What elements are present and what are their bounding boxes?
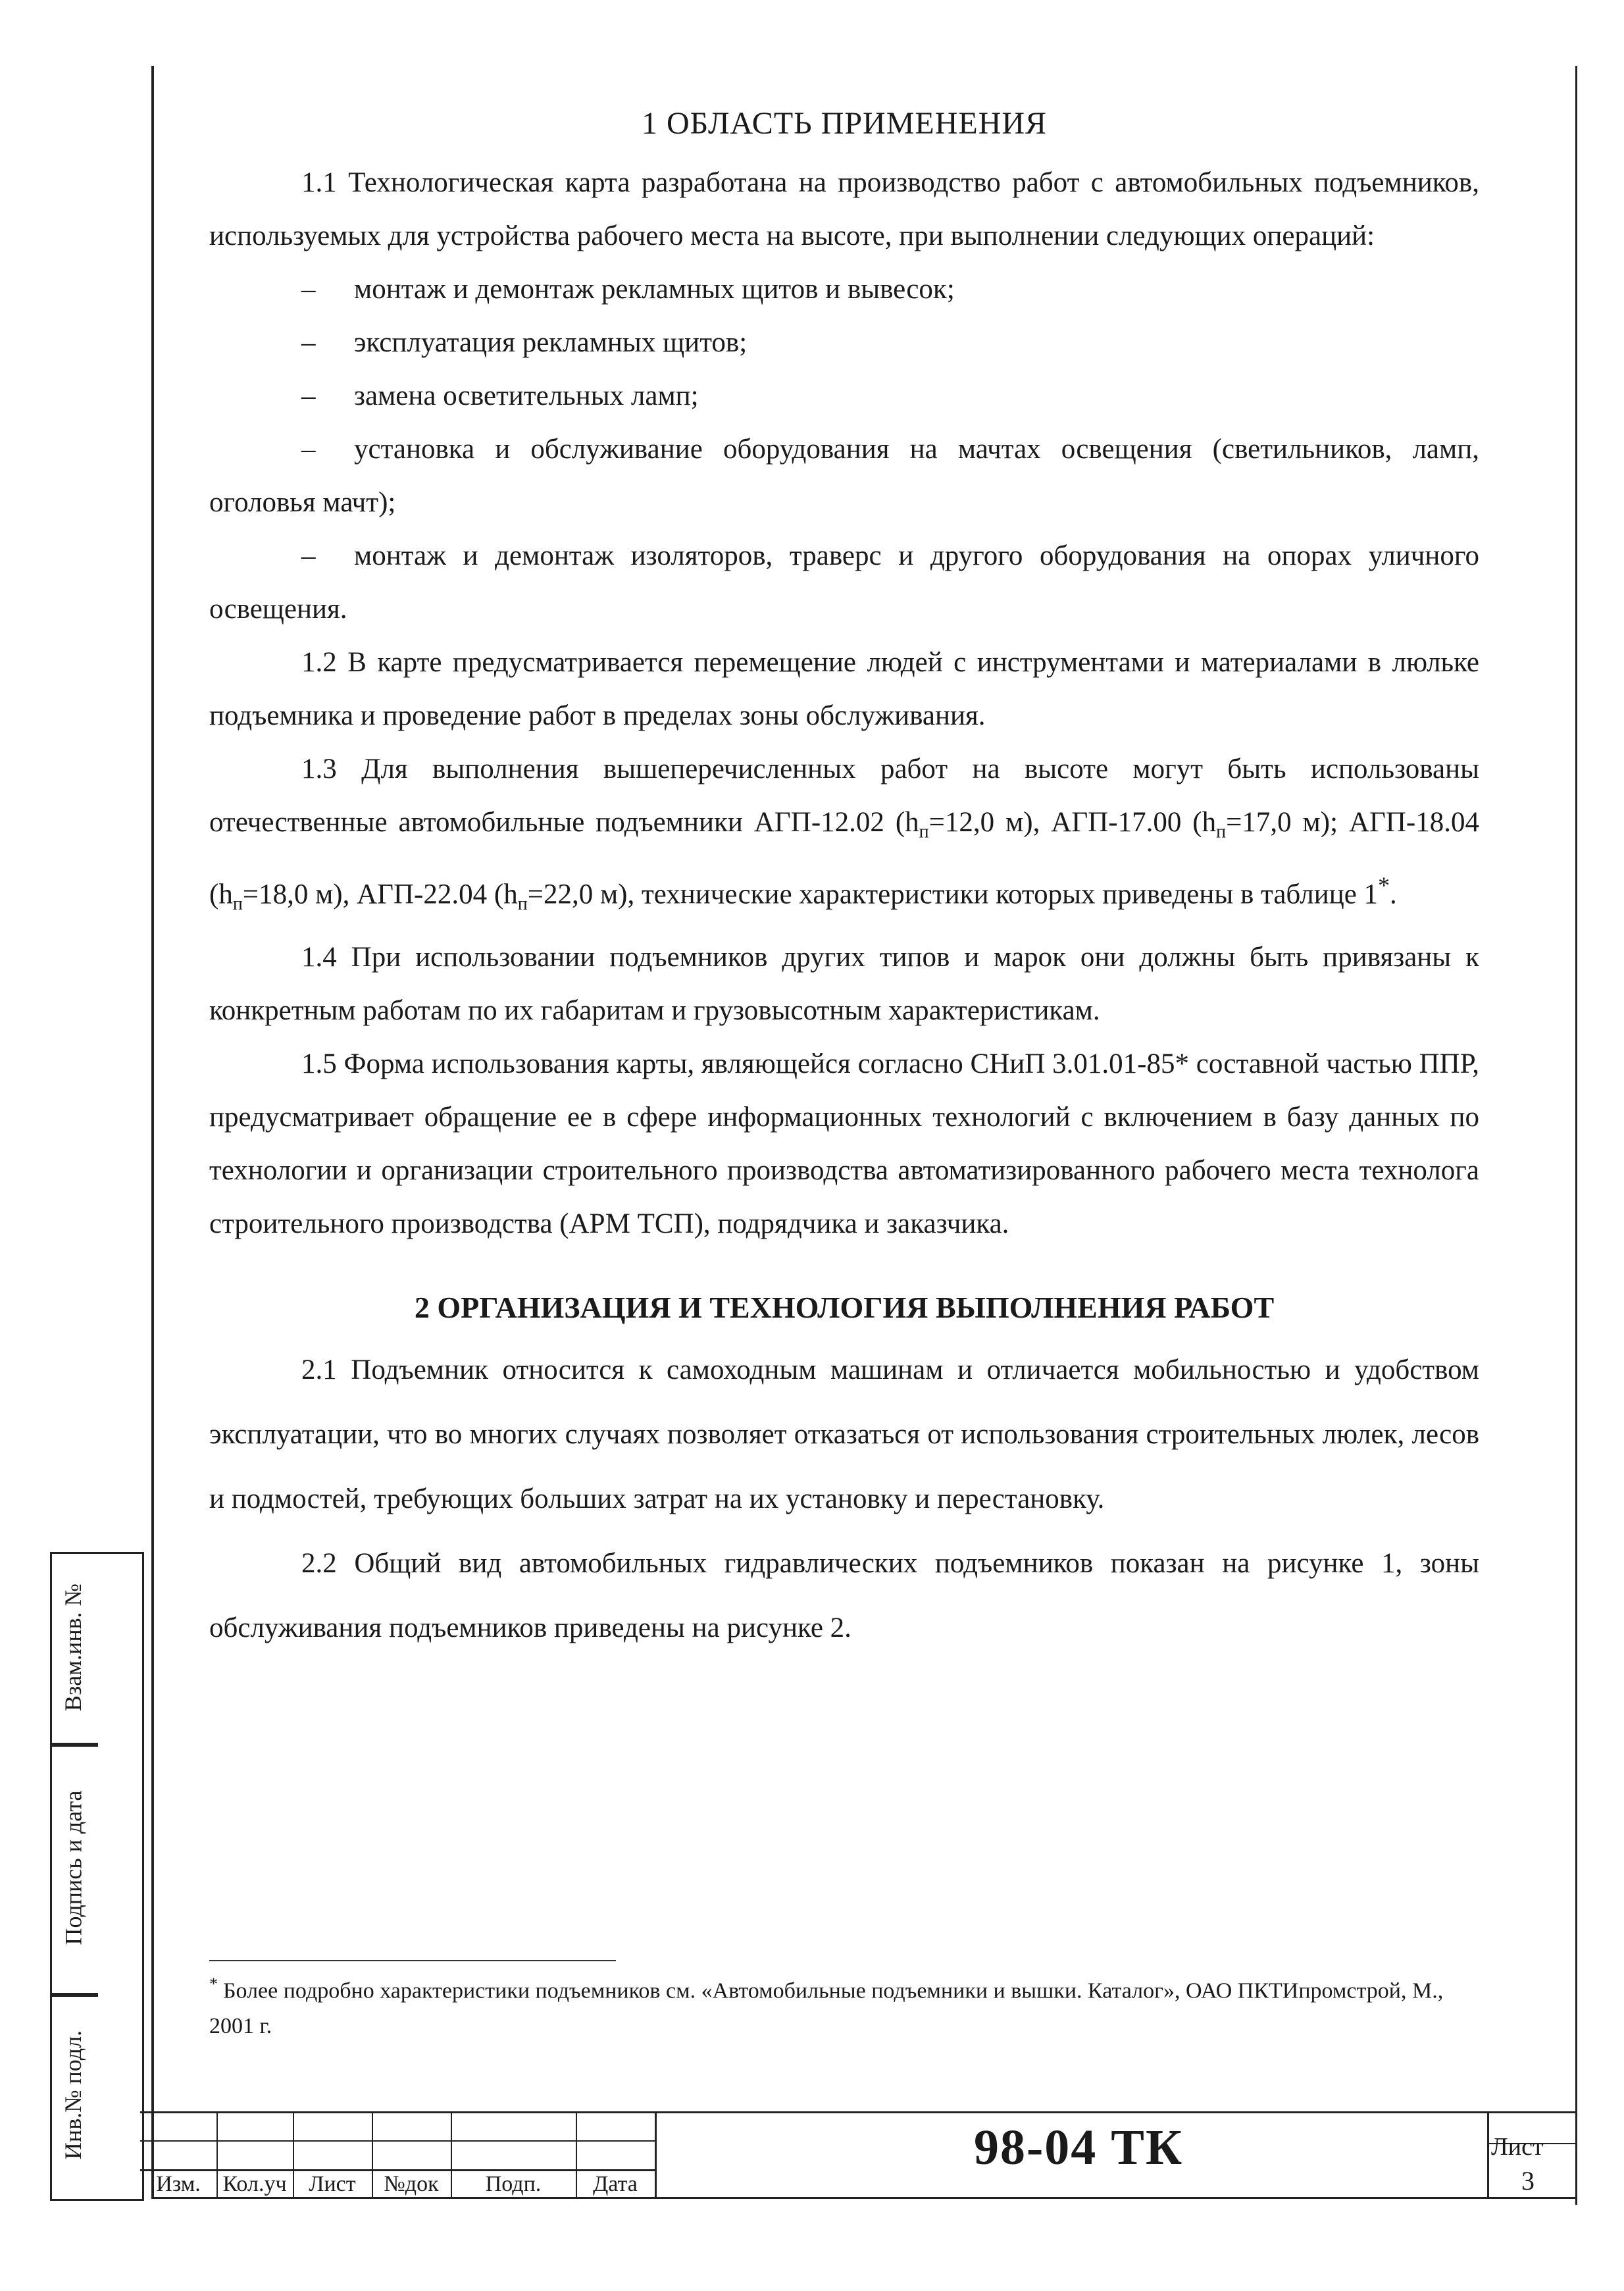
paragraph-1-3: 1.3 Для выполнения вышеперечисленных работ на высоте могут быть использованы отечественные автомобильные подъемники АГП-12.02 ($h_п=12,0$ м), АГП-17.00 ($h_п=17,0$ м); АГП-18.04 ($h_п=18,0$ м), АГП-22.04 ($h_п=22,0$ м), технические характеристики которых приведены в таблице 1*. [209, 754, 1479, 914]
section-2-heading: 2 ОРГАНИЗАЦИЯ И ТЕХНОЛОГИЯ ВЫПОЛНЕНИЯ РАБОТ [414, 1290, 1275, 1324]
frame-left-border [151, 66, 154, 2198]
title-block [140, 2111, 1577, 2199]
document-body [209, 105, 1479, 1660]
sheet-number: 3 [1521, 2166, 1535, 2196]
sheet-label: Лист [1491, 2133, 1544, 2161]
side-label-inv: Инв.№ подл. [60, 2030, 86, 2160]
bullet-item: – монтаж и демонтаж рекламных щитов и вывесок; [301, 274, 955, 305]
document-code: 98-04 ТК [974, 2120, 1184, 2175]
paragraph-1-1: 1.1 Технологическая карта разработана на производство работ с автомобильных подъемников, используемых для устройства рабочего места на высоте, при выполнении следующих операций: [209, 167, 1479, 251]
footnote-separator [209, 1960, 616, 1961]
tb-col-list: Лист [309, 2172, 356, 2196]
bullet-item: – замена осветительных ламп; [301, 380, 699, 411]
paragraph-2-2: 2.2 Общий вид автомобильных гидравлических подъемников показан на рисунке 1, зоны обслуживания подъемников приведены на рисунке 2. [209, 1547, 1479, 1643]
section-1-heading: 1 ОБЛАСТЬ ПРИМЕНЕНИЯ [641, 106, 1048, 141]
bullet-item: – эксплуатация рекламных щитов; [301, 327, 748, 358]
tb-col-data: Дата [593, 2172, 638, 2196]
footnote: * Более подробно характеристики подъемников см. «Автомобильные подъемники и вышки. Каталог», ОАО ПКТИпромстрой, М., 2001 г. [209, 1974, 1444, 2039]
tb-col-izm: Изм. [156, 2172, 201, 2196]
side-stamp-block [50, 1552, 142, 2197]
side-label-zam: Взам.инв. № [60, 1583, 86, 1711]
side-label-podpis: Подпись и дата [60, 1790, 87, 1945]
paragraph-1-4: 1.4 При использовании подъемников других типов и марок они должны быть привязаны к конкретным работам по их габаритам и грузовысотным характеристикам. [209, 941, 1479, 1026]
bullet-item: – установка и обслуживание оборудования на мачтах освещения (светильников, ламп, оголовья мачт); [209, 434, 1479, 518]
tb-col-kolich: Кол.уч [222, 2172, 287, 2196]
paragraph-1-5: 1.5 Форма использования карты, являющейся согласно СНиП 3.01.01-85* составной частью ППР, предусматривает обращение ее в сфере информационных технологий с включением в базу данных по технологии и организации строительного производства автоматизированного рабочего места технолога строительного производства (АРМ ТСП), подрядчика и заказчика. [209, 1048, 1479, 1239]
bullet-item: – монтаж и демонтаж изоляторов, траверс и другого оборудования на опорах уличного освещения. [209, 540, 1479, 625]
section-2-body [209, 1338, 1479, 1660]
paragraph-1-2: 1.2 В карте предусматривается перемещение людей с инструментами и материалами в люльке подъемника и проведение работ в пределах зоны обслуживания. [209, 647, 1479, 731]
tb-col-podp: Подп. [485, 2172, 542, 2196]
side-cell-blank [96, 1552, 144, 2201]
tb-col-ndok: №док [384, 2172, 439, 2196]
frame-right-border [1575, 66, 1577, 2205]
paragraph-2-1: 2.1 Подъемник относится к самоходным машинам и отличается мобильностью и удобством эксплуатации, что во многих случаях позволяет отказаться от использования строительных люлек, лесов и подмостей, требующих больших затрат на их установку и перестановку. [209, 1354, 1479, 1514]
